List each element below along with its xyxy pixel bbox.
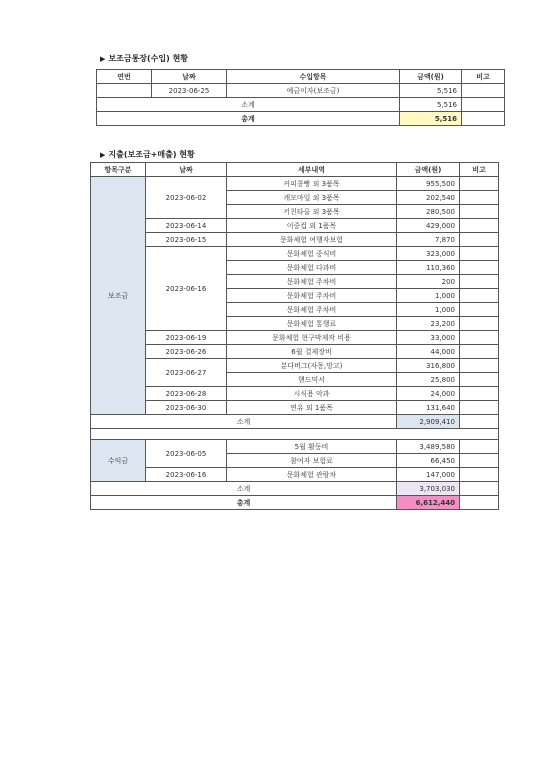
table-row [91, 359, 499, 373]
table-row [91, 401, 499, 415]
section1-title [100, 53, 188, 64]
row-note [460, 345, 499, 359]
row-amount: 200 [397, 275, 460, 289]
row-amount: 429,000 [397, 219, 460, 233]
row-amount: 25,800 [397, 373, 460, 387]
row-note [460, 401, 499, 415]
row-note [460, 205, 499, 219]
row-note [460, 317, 499, 331]
row-date: 2023-06-15 [146, 233, 227, 247]
row-date: 2023-06-27 [146, 359, 227, 387]
row-date: 2023-06-26 [146, 345, 227, 359]
row-note [460, 454, 499, 468]
table-row [91, 345, 499, 359]
row-note [460, 191, 499, 205]
row-amount: 131,640 [397, 401, 460, 415]
header-date: 날짜 [152, 70, 227, 84]
total-row [97, 112, 505, 126]
expense-table [90, 162, 499, 510]
table-row [91, 219, 499, 233]
table-row [91, 247, 499, 261]
table-row [97, 84, 505, 98]
row-note [460, 261, 499, 275]
table-row [91, 387, 499, 401]
row-amount: 44,000 [397, 345, 460, 359]
row-amount: 110,360 [397, 261, 460, 275]
row-date: 2023-06-19 [146, 331, 227, 345]
header-detail: 세부내역 [227, 163, 397, 177]
row-item: 예금이자(보조금) [227, 84, 400, 98]
row-detail: 시식용 악과 [227, 387, 397, 401]
row-detail: 문화체험 여행자보험 [227, 233, 397, 247]
row-note [460, 373, 499, 387]
header-amount: 금액(원) [397, 163, 460, 177]
row-detail: 문화체험 관람차 [227, 468, 397, 482]
header-category: 항목구분 [91, 163, 146, 177]
row-detail: 문화체험 주차비 [227, 289, 397, 303]
total-value: 5,516 [400, 112, 462, 126]
row-amount: 323,000 [397, 247, 460, 261]
row-detail: 키친타올 외 3품목 [227, 205, 397, 219]
header-no: 연번 [97, 70, 152, 84]
subtotal-label: 소계 [91, 482, 397, 496]
subtotal-value: 5,516 [400, 98, 462, 112]
spacer-row [91, 429, 499, 440]
total-note [462, 112, 505, 126]
table-row [91, 468, 499, 482]
row-amount: 3,489,580 [397, 440, 460, 454]
subtotal-label: 소계 [91, 415, 397, 429]
row-amount: 24,000 [397, 387, 460, 401]
section1-title-text: 보조금통장(수입) 현황 [108, 54, 189, 63]
category-income: 수익금 [91, 440, 146, 482]
row-note [460, 331, 499, 345]
row-note [460, 387, 499, 401]
row-note [460, 440, 499, 454]
total-label: 총계 [97, 112, 400, 126]
row-note [460, 247, 499, 261]
row-detail: 문화체험 현구막제작 비용 [227, 331, 397, 345]
row-note [462, 84, 505, 98]
spacer-cell [91, 429, 499, 440]
section2-title-text: 지출(보조금+매출) 현황 [108, 150, 195, 159]
row-note [460, 289, 499, 303]
row-amount: 147,000 [397, 468, 460, 482]
row-detail: 문화체험 다과비 [227, 261, 397, 275]
row-date: 2023-06-30 [146, 401, 227, 415]
table-row [91, 233, 499, 247]
table-row [91, 331, 499, 345]
total-label: 총계 [91, 496, 397, 510]
triangle-bullet-icon: ▶ [100, 55, 106, 63]
row-amount: 33,000 [397, 331, 460, 345]
row-note [460, 468, 499, 482]
row-detail: 문화체험 주차비 [227, 275, 397, 289]
row-detail: 문화체험 통행료 [227, 317, 397, 331]
row-detail: 문화체험 중식비 [227, 247, 397, 261]
income-subtotal-row [91, 482, 499, 496]
subtotal-row [97, 98, 505, 112]
income-table [96, 69, 505, 126]
row-date: 2023-06-05 [146, 440, 227, 468]
row-amount: 1,000 [397, 303, 460, 317]
subtotal-label: 소계 [97, 98, 400, 112]
row-detail: 캐모마일 외 3품목 [227, 191, 397, 205]
subtotal-note [462, 98, 505, 112]
row-detail: 커피콩빵 외 3품목 [227, 177, 397, 191]
total-value: 6,612,440 [397, 496, 460, 510]
row-amount: 955,500 [397, 177, 460, 191]
subsidy-subtotal-row [91, 415, 499, 429]
row-detail: 분다버그(자몽,망고) [227, 359, 397, 373]
row-amount: 66,450 [397, 454, 460, 468]
row-note [460, 275, 499, 289]
row-detail: 참여자 보험료 [227, 454, 397, 468]
header-amount: 금액(원) [400, 70, 462, 84]
row-amount: 7,870 [397, 233, 460, 247]
header-item: 수입항목 [227, 70, 400, 84]
table-row [91, 177, 499, 191]
row-amount: 1,000 [397, 289, 460, 303]
triangle-bullet-icon: ▶ [100, 151, 106, 159]
row-date: 2023-06-02 [146, 177, 227, 219]
row-date: 2023-06-14 [146, 219, 227, 233]
total-note [460, 496, 499, 510]
row-note [460, 233, 499, 247]
row-note [460, 177, 499, 191]
subtotal-value: 3,703,030 [397, 482, 460, 496]
row-amount: 5,516 [400, 84, 462, 98]
row-no [97, 84, 152, 98]
row-amount: 280,500 [397, 205, 460, 219]
row-detail: 이중컵 외 1품목 [227, 219, 397, 233]
row-date: 2023-06-16 [146, 247, 227, 331]
row-date: 2023-06-16 [146, 468, 227, 482]
row-detail: 연유 외 1품목 [227, 401, 397, 415]
subtotal-note [460, 482, 499, 496]
header-note: 비고 [462, 70, 505, 84]
category-subsidy: 보조금 [91, 177, 146, 415]
section2-title [100, 149, 195, 160]
row-note [460, 219, 499, 233]
row-amount: 23,200 [397, 317, 460, 331]
row-detail: 핸드믹서 [227, 373, 397, 387]
grand-total-row [91, 496, 499, 510]
row-date: 2023-06-25 [152, 84, 227, 98]
table-row [91, 440, 499, 454]
row-amount: 202,540 [397, 191, 460, 205]
row-date: 2023-06-28 [146, 387, 227, 401]
subtotal-note [460, 415, 499, 429]
row-note [460, 359, 499, 373]
row-amount: 316,800 [397, 359, 460, 373]
row-detail: 문화체험 주차비 [227, 303, 397, 317]
header-date: 날짜 [146, 163, 227, 177]
header-note: 비고 [460, 163, 499, 177]
row-detail: 5월 활동비 [227, 440, 397, 454]
row-note [460, 303, 499, 317]
subtotal-value: 2,909,410 [397, 415, 460, 429]
row-detail: 6월 결제장비 [227, 345, 397, 359]
